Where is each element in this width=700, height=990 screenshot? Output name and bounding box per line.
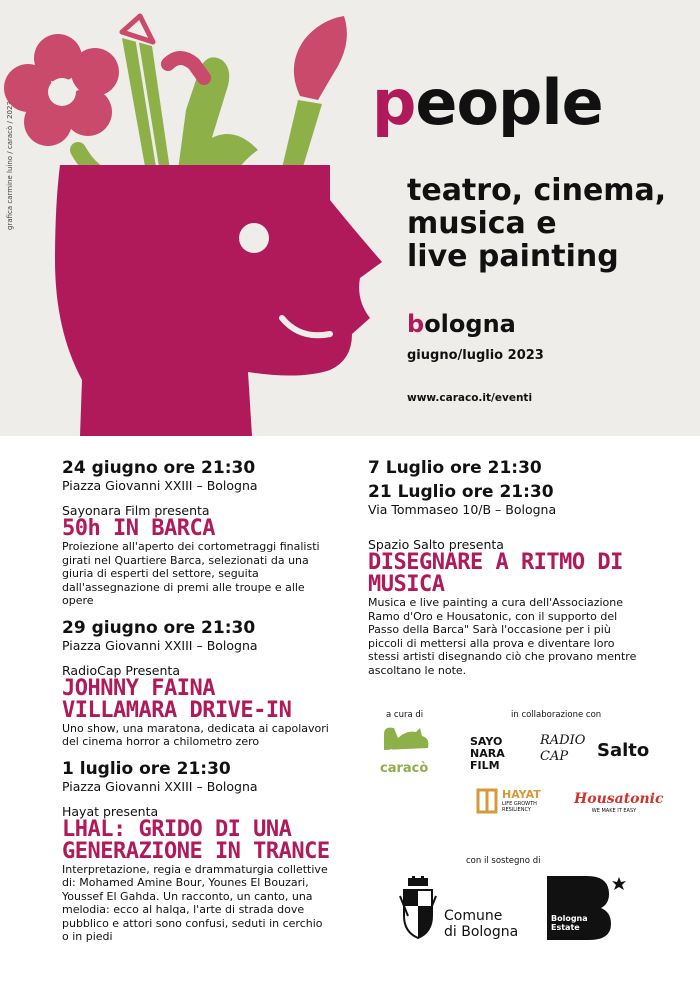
poster-header xyxy=(0,0,700,436)
housatonic-tagline: WE MAKE IT EASY xyxy=(591,808,637,814)
event-presenter: Spazio Salto presenta xyxy=(368,537,504,552)
hayat-text: HAYAT xyxy=(502,788,541,801)
event-title: LHAL: GRIDO DI UNA GENERAZIONE IN TRANCE xyxy=(62,816,330,864)
city: bologna xyxy=(407,310,516,338)
credit-text: grafica carmine luino / caracò / 2023 xyxy=(6,101,14,230)
event-presenter: Hayat presenta xyxy=(62,803,159,819)
radiocap-logo xyxy=(540,733,588,765)
event-title: DISEGNARE A RITMO DI MUSICA xyxy=(368,550,623,597)
event-place: Piazza Giovanni XXIII – Bologna xyxy=(62,778,258,794)
caraco-text: caracò xyxy=(380,761,429,776)
event-place: Piazza Giovanni XXIII – Bologna xyxy=(62,637,258,653)
collab-label: in collaborazione con xyxy=(511,710,602,720)
event-date: 1 luglio ore 21:30 xyxy=(62,758,231,779)
event-place: Via Tommaseo 10/B – Bologna xyxy=(368,502,557,517)
event-title: 50h IN BARCA xyxy=(62,516,215,541)
event-presenter: Sayonara Film presenta xyxy=(62,503,210,518)
coat-of-arms-icon xyxy=(398,876,438,940)
brush-icon xyxy=(282,16,347,170)
curated-label: a cura di xyxy=(386,710,424,720)
housatonic-logo xyxy=(574,791,664,814)
event-presenter: RadioCap Presenta xyxy=(62,662,180,678)
salto-text: Salto xyxy=(597,740,650,761)
hayat-icon xyxy=(476,788,498,814)
subtitle xyxy=(407,174,666,273)
event-item xyxy=(62,618,332,749)
event-date: 29 giugno ore 21:30 xyxy=(62,617,256,638)
subtitle-line: live painting xyxy=(407,239,619,274)
eye xyxy=(239,223,269,253)
subtitle-line: musica e xyxy=(407,206,557,241)
event-period: giugno/luglio 2023 xyxy=(407,348,544,363)
event-item xyxy=(62,759,332,944)
event-date: 7 Luglio ore 21:30 xyxy=(368,458,542,478)
event-date: 24 giugno ore 21:30 xyxy=(62,458,256,478)
hayat-tagline: LIFE GROWTH RESILIENCY xyxy=(502,801,537,813)
salto-logo xyxy=(597,740,649,761)
right-column xyxy=(368,458,643,677)
event-place: Piazza Giovanni XXIII – Bologna xyxy=(62,478,258,493)
bologna-estate-text: Bologna Estate xyxy=(551,914,588,932)
sayonara-text: SAYO NARA FILM xyxy=(470,735,505,772)
bologna-estate-logo xyxy=(547,876,627,940)
website-link[interactable]: www.caraco.it/eventi xyxy=(407,392,533,404)
subtitle-line: teatro, cinema, xyxy=(407,173,667,208)
comune-bologna-logo xyxy=(398,876,519,944)
flower-icon xyxy=(4,34,119,146)
event-description: Uno show, una maratona, dedicata ai capolavori del cinema horror a chilometro zero xyxy=(62,721,329,748)
event-title: JOHNNY FAINA VILLAMARA DRIVE-IN xyxy=(62,675,292,723)
pencil-icon xyxy=(122,16,170,172)
caraco-icon xyxy=(376,724,436,758)
sayonara-logo xyxy=(470,736,520,772)
poster-title: people xyxy=(372,66,603,139)
event-description: Interpretazione, regia e drammaturgia collettive di: Mohamed Amine Bour, Younes El Bouzari, Youssef El Gahda. Un racconto, un canto, una melodia: ecco al halqa, l'arte di strada dove pubblico e attori sono confusi, seduti in cerchio o in piedi xyxy=(62,862,328,943)
support-label: con il sostegno di xyxy=(466,856,541,866)
head-shape xyxy=(55,165,382,436)
event-description: Proiezione all'aperto dei cortometraggi finalisti girati nel Quartiere Barca, selezionati da una giuria di esperti del settore, seguita dall'assegnazione di premi alle troupe e alle opere xyxy=(62,540,320,607)
caraco-logo xyxy=(376,724,436,774)
event-item xyxy=(62,458,332,608)
comune-text: Comune di Bologna xyxy=(444,908,519,940)
left-column xyxy=(62,458,332,944)
radiocap-text: RADIO CAP xyxy=(540,733,586,764)
housatonic-text: Housatonic xyxy=(574,791,664,807)
head-illustration xyxy=(0,0,400,436)
event-date: 21 Luglio ore 21:30 xyxy=(368,482,554,502)
event-description: Musica e live painting a cura dell'Associazione Ramo d'Oro e Housatonic, con il supporto del Passo della Barca" Sarà l'occasione per i più piccoli di mettersi alla prova e diventare loro stessi artisti disegnando ciò che provano mentre ascoltano le note. xyxy=(368,596,637,677)
